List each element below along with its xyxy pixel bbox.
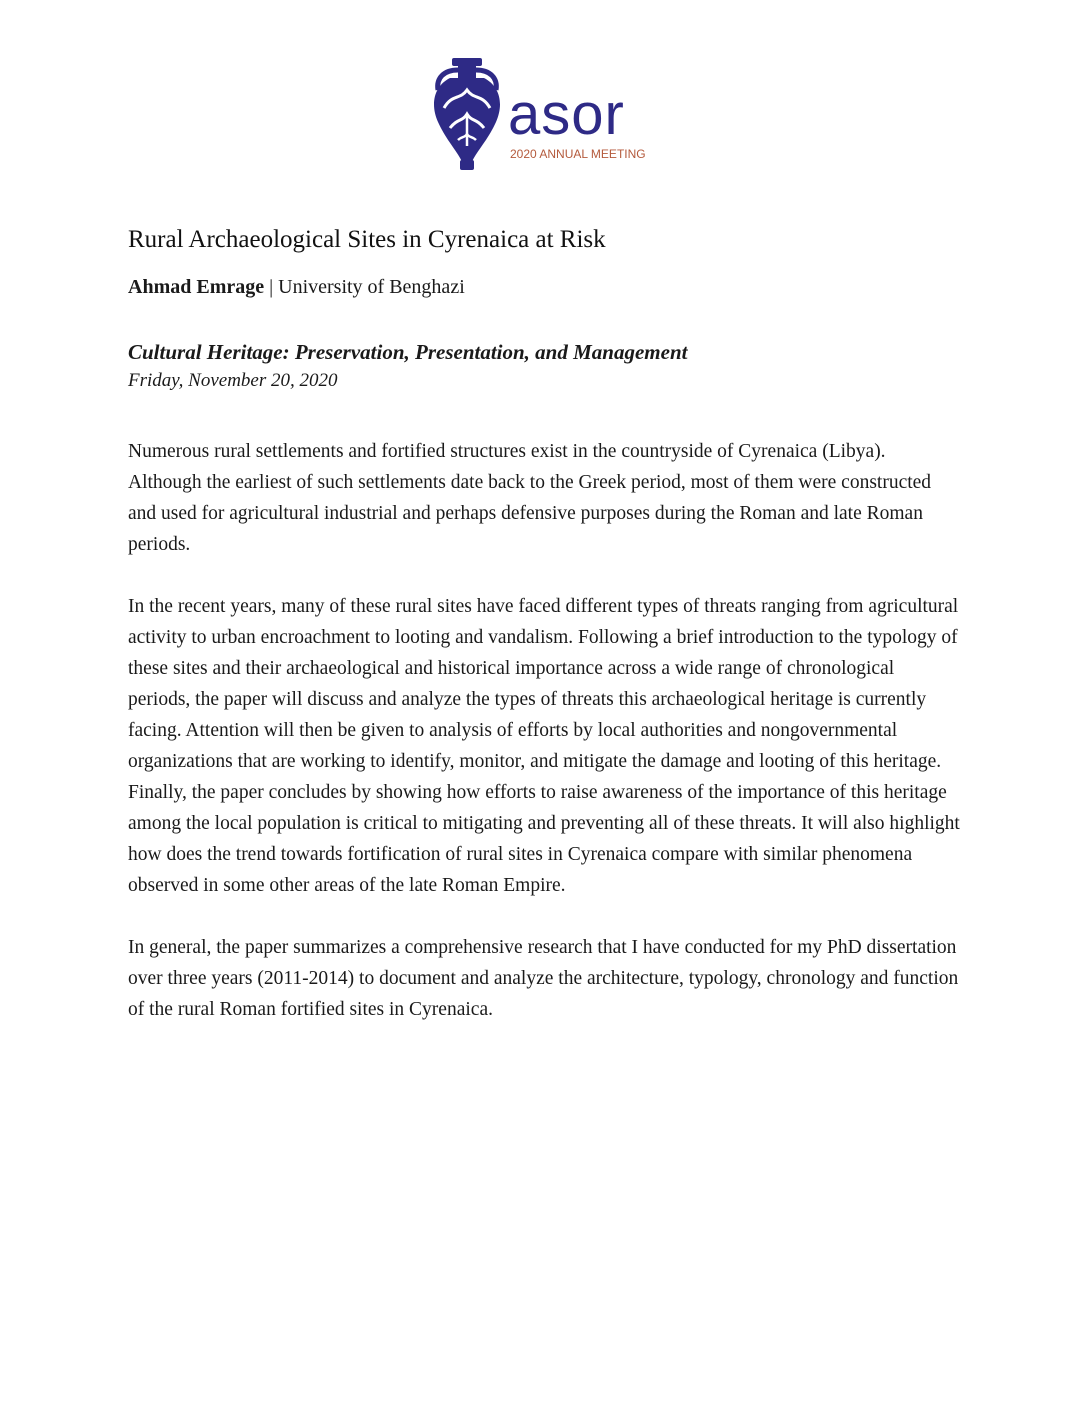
- abstract-paragraph: In general, the paper summarizes a comprehensive research that I have conducted for my PhD dissertation over three years (2011-2014) to document and analyze the architecture, typology, chronology and function of the rural Roman fortified sites in Cyrenaica.: [128, 937, 959, 1020]
- logo-tagline: 2020 ANNUAL MEETING: [510, 147, 646, 161]
- session-title: Cultural Heritage: Preservation, Presentation, and Management: [128, 340, 688, 364]
- author-name: Ahmad Emrage: [128, 276, 265, 298]
- logo-wordmark: asor: [508, 82, 625, 147]
- page-title: Rural Archaeological Sites in Cyrenaica at Risk: [128, 226, 606, 253]
- byline-separator: |: [269, 276, 274, 298]
- session-date: Friday, November 20, 2020: [128, 370, 338, 391]
- asor-logo: [430, 56, 670, 174]
- abstract-content: [128, 224, 960, 1025]
- abstract-paragraph: Numerous rural settlements and fortified structures exist in the countryside of Cyrenaica (Libya). Although the earliest of such settlements date back to the Greek period, most of them were constructed and used for agricultural industrial and perhaps defensive purposes during the Roman and late Roman periods.: [128, 441, 932, 555]
- abstract-paragraph: In the recent years, many of these rural sites have faced different types of threats ranging from agricultural activity to urban encroachment to looting and vandalism. Following a brief introduction to the typology of these sites and their archaeological and historical importance across a wide range of chronological periods, the paper will discuss and analyze the types of threats this archaeological heritage is currently facing. Attention will then be given to analysis of efforts by local authorities and nongovernmental organizations that are working to identify, monitor, and mitigate the damage and looting of this heritage. Finally, the paper concludes by showing how efforts to raise awareness of the importance of this heritage among the local population is critical to mitigating and preventing all of these threats. It will also highlight how does the trend towards fortification of rural sites in Cyrenaica compare with similar phenomena observed in some other areas of the late Roman Empire.: [128, 596, 960, 896]
- affiliation: University of Benghazi: [278, 276, 465, 298]
- byline: [128, 274, 960, 300]
- amphora-vase-icon: [430, 56, 504, 172]
